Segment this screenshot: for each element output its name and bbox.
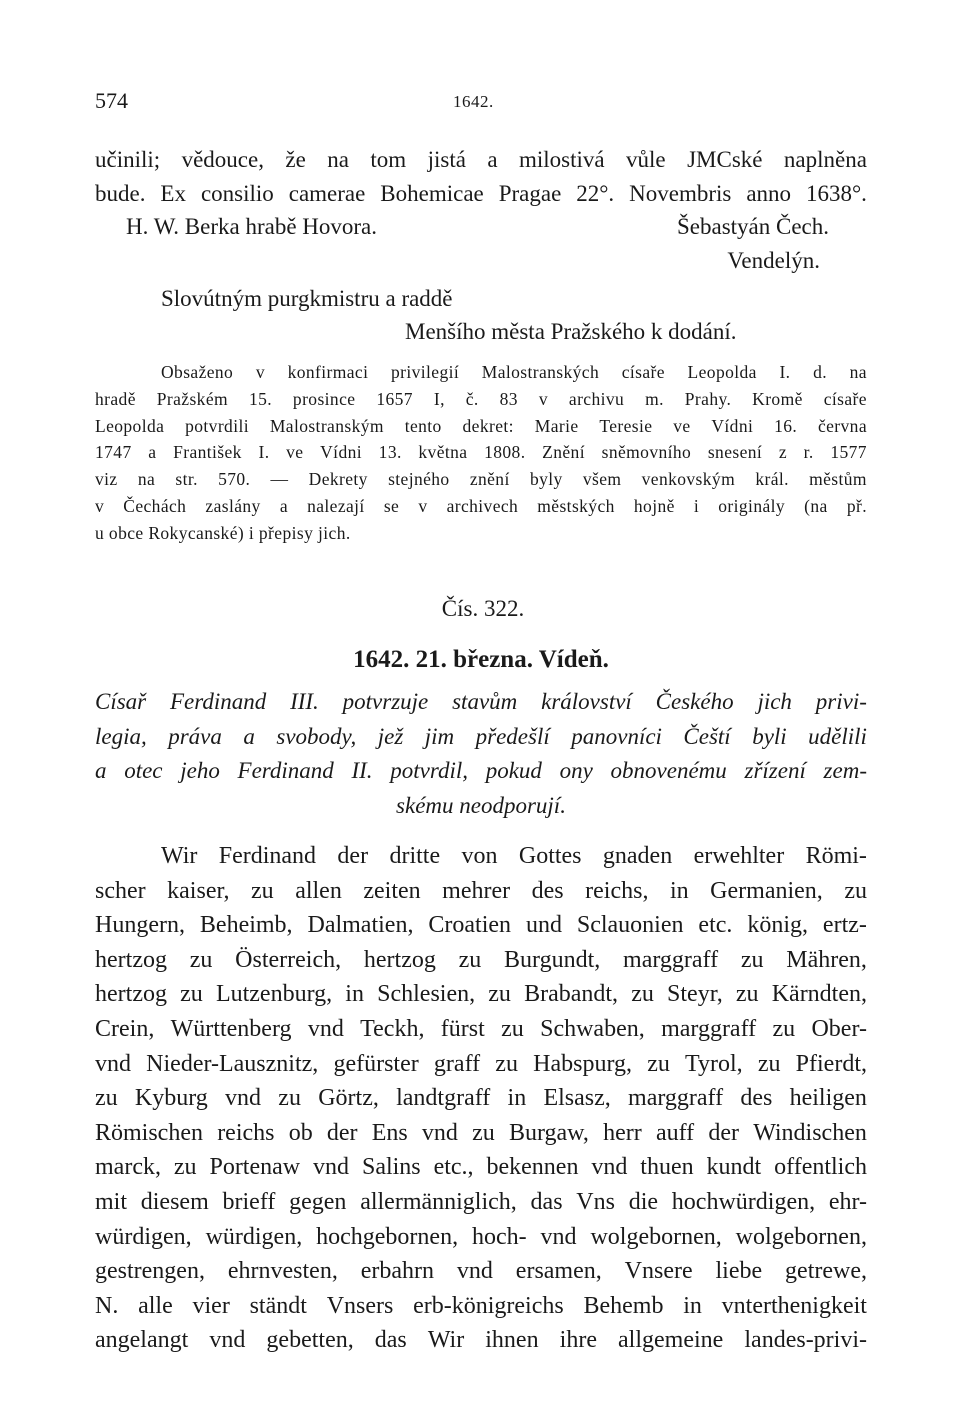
text-line: bude. Ex consilio camerae Bohemicae Pragae 22°. Novembris anno 1638°. — [95, 180, 867, 206]
address-line: Slovútným purgkmistru a raddě — [161, 286, 453, 311]
body-line: gestrengen, ehrnvesten, erbahrn vnd ersamen, Vnsere liebe getrewe, — [95, 1258, 867, 1285]
page-number: 574 — [95, 88, 128, 113]
document-summary — [95, 685, 867, 823]
signature-right-second — [95, 244, 867, 278]
summary-line: skému neodporují. — [396, 792, 566, 818]
body-line: vnd Nieder-Lausznitz, gefürster graff zu Habspurg, zu Tyrol, zu Pfierdt, — [95, 1050, 867, 1077]
text-line: učinili; vědouce, že na tom jistá a milostivá vůle JMCské naplněna — [95, 147, 867, 172]
body-line: Crein, Württenberg vnd Teckh, fürst zu Schwaben, marggraff zu Ober- — [95, 1015, 867, 1042]
body-line: hertzog zu Österreich, hertzog zu Burgundt, marggraff zu Mähren, — [95, 946, 867, 973]
note-line: v Čechách zaslány a nalezají se v archivech městských hojně i originály (na př. — [95, 495, 867, 516]
note-line: hradě Pražském 15. prosince 1657 I, č. 83 v archivu m. Prahy. Kromě císaře — [95, 388, 867, 409]
body-line: zu Kyburg vnd zu Görtz, landtgraff in Elsasz, marggraff des heiligen — [95, 1085, 867, 1112]
body-line: marck, zu Portenaw vnd Salins etc., bekennen vnd thuen kundt offentlich — [95, 1154, 867, 1181]
summary-line: legia, práva a svobody, jež jim předešlí panovníci Čeští byli udělili — [95, 723, 867, 749]
body-line: hertzog zu Lutzenburg, in Schlesien, zu Brabandt, zu Steyr, zu Kärndten, — [95, 981, 867, 1008]
summary-line: Císař Ferdinand III. potvrzuje stavům království Českého jich privi- — [95, 689, 867, 714]
previous-document-ending — [95, 143, 867, 277]
signature-right2: Vendelýn. — [727, 247, 820, 273]
body-line: N. alle vier ständt Vnsers erb-königreichs Behemb in vnterthenigkeit — [95, 1292, 867, 1319]
address-block — [95, 282, 867, 348]
note-line: u obce Rokycanské) i přepisy jich. — [95, 522, 351, 543]
document-number — [95, 596, 867, 622]
summary-line: a otec jeho Ferdinand II. potvrdil, pokud ony obnovenému zřízení zem- — [95, 758, 867, 783]
body-line: Wir Ferdinand der dritte von Gottes gnaden erwehlter Römi- — [161, 843, 867, 869]
body-line: angelangt vnd gebetten, das Wir ihnen ihre allgemeine landes-privi- — [95, 1327, 867, 1354]
document-body — [95, 839, 867, 1358]
body-line: würdigen, würdigen, hochgebornen, hoch- vnd wolgebornen, wolgebornen, — [95, 1223, 867, 1250]
note-line: 1747 a František I. ve Vídni 13. května 1808. Znění sněmovního snesení z r. 1577 — [95, 442, 867, 463]
note-line: Leopolda potvrdili Malostranským tento dekret: Marie Teresie ve Vídni 16. června — [95, 415, 867, 436]
running-head-year: 1642. — [453, 92, 494, 111]
signature-row — [95, 210, 867, 244]
source-note — [95, 359, 867, 547]
note-line: Obsaženo v konfirmaci privilegií Malostranských císaře Leopolda I. d. na — [161, 362, 867, 382]
body-line: scher kaiser, zu allen zeiten mehrer des reichs, in Germanien, zu — [95, 877, 867, 904]
body-line: mit diesem brieff gegen allermänniglich, das Vns die hochwürdigen, ehr- — [95, 1188, 867, 1215]
document-number-text: Čís. 322. — [441, 596, 525, 621]
document-date-heading: 1642. 21. března. Vídeň. — [353, 646, 609, 673]
note-line: viz na str. 570. — Dekrety stejného znění byly všem venkovským král. městům — [95, 469, 867, 490]
signature-right: Šebastyán Čech. — [676, 214, 829, 239]
page-header — [95, 88, 865, 118]
address-line: Menšího města Pražského k dodání. — [405, 319, 737, 344]
body-line: Römischen reichs ob der Ens vnd zu Burgaw, herr auff der Windischen — [95, 1119, 867, 1146]
signature-left: H. W. Berka hrabě Hovora. — [126, 214, 378, 239]
body-line: Hungern, Beheimb, Dalmatien, Croatien und Sclauonien etc. könig, ertz- — [95, 912, 867, 939]
